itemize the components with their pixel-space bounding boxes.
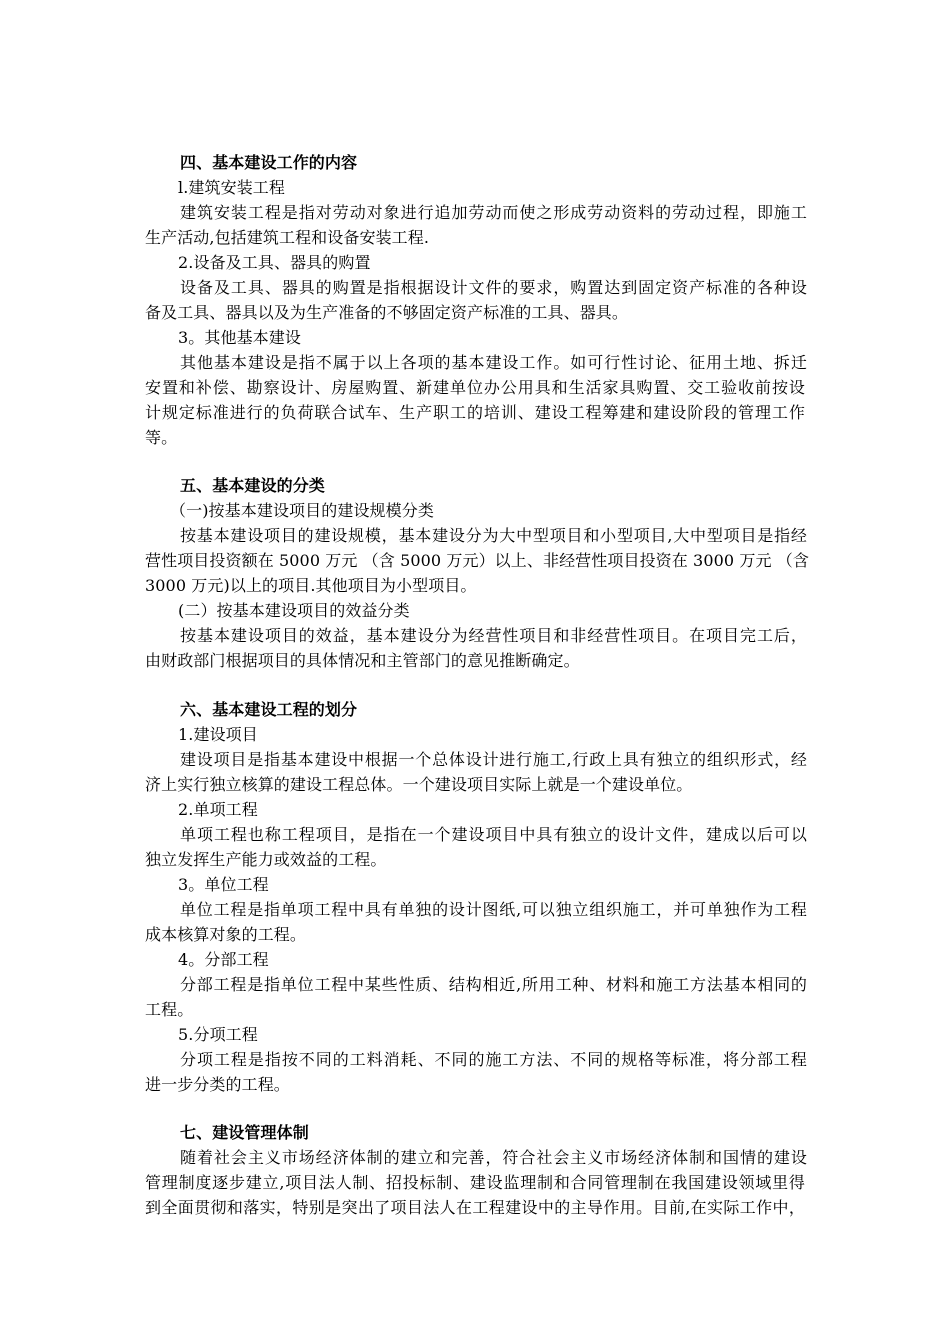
item-title: 2.设备及工具、器具的购置 <box>178 253 371 272</box>
paragraph-line: 单项工程也称工程项目，是指在一个建设项目中具有独立的设计文件，建成以后可以 <box>180 825 807 844</box>
paragraph-line: 到全面贯彻和落实，特别是突出了项目法人在工程建设中的主导作用。目前,在实际工作中， <box>145 1198 805 1217</box>
paragraph-line: 分项工程是指按不同的工料消耗、不同的施工方法、不同的规格等标准，将分部工程 <box>180 1050 807 1069</box>
paragraph-line: 其他基本建设是指不属于以上各项的基本建设工作。如可行性讨论、征用土地、拆迁 <box>180 353 807 372</box>
paragraph-line: 生产活动,包括建筑工程和设备安装工程. <box>145 228 430 247</box>
section-heading: 六、基本建设工程的划分 <box>180 700 358 719</box>
item-title: 5.分项工程 <box>178 1025 258 1044</box>
item-title: 4。分部工程 <box>178 950 269 969</box>
paragraph-line: 工程。 <box>145 1000 194 1019</box>
paragraph-line: 进一步分类的工程。 <box>145 1075 290 1094</box>
paragraph-line: 管理制度逐步建立,项目法人制、招投标制、建设监理制和合同管理制在我国建设领域里得 <box>145 1173 805 1192</box>
paragraph-line: 分部工程是指单位工程中某些性质、结构相近,所用工种、材料和施工方法基本相同的 <box>180 975 807 994</box>
paragraph-line: 成本核算对象的工程。 <box>145 925 307 944</box>
paragraph-line: 由财政部门根据项目的具体情况和主管部门的意见推断确定。 <box>145 651 580 670</box>
paragraph-line: 计规定标准进行的负荷联合试车、生产职工的培训、建设工程筹建和建设阶段的管理工作 <box>145 403 805 422</box>
item-title: 3。单位工程 <box>178 875 269 894</box>
paragraph-line: 独立发挥生产能力或效益的工程。 <box>145 850 387 869</box>
paragraph-line: 济上实行独立核算的建设工程总体。一个建设项目实际上就是一个建设单位。 <box>145 775 693 794</box>
paragraph-line: 营性项目投资额在 5000 万元 （含 5000 万元）以上、非经营性项目投资在 3000 万元 （含 <box>145 551 809 570</box>
paragraph-line: 单位工程是指单项工程中具有单独的设计图纸,可以独立组织施工，并可单独作为工程 <box>180 900 807 919</box>
item-title: l.建筑安装工程 <box>178 178 286 197</box>
section-heading: 五、基本建设的分类 <box>180 476 325 495</box>
paragraph-line: 等。 <box>145 428 178 447</box>
item-title: 3。其他基本建设 <box>178 328 301 347</box>
paragraph-line: 按基本建设项目的效益，基本建设分为经营性项目和非经营性项目。在项目完工后， <box>180 626 807 645</box>
paragraph-line: 3000 万元)以上的项目.其他项目为小型项目。 <box>145 576 477 595</box>
paragraph-line: 建筑安装工程是指对劳动对象进行追加劳动而使之形成劳动资料的劳动过程，即施工 <box>180 203 807 222</box>
section-heading: 七、建设管理体制 <box>180 1123 309 1142</box>
paragraph-line: 按基本建设项目的建设规模，基本建设分为大中型项目和小型项目,大中型项目是指经 <box>180 526 807 545</box>
item-title: 1.建设项目 <box>178 725 258 744</box>
section-heading: 四、基本建设工作的内容 <box>180 153 358 172</box>
paragraph-line: 设备及工具、器具的购置是指根据设计文件的要求，购置达到固定资产标准的各种设 <box>180 278 807 297</box>
paragraph-line: 随着社会主义市场经济体制的建立和完善，符合社会主义市场经济体制和国情的建设 <box>180 1148 807 1167</box>
item-title: (二）按基本建设项目的效益分类 <box>178 601 410 620</box>
paragraph-line: 备及工具、器具以及为生产准备的不够固定资产标准的工具、器具。 <box>145 303 629 322</box>
paragraph-line: 安置和补偿、勘察设计、房屋购置、新建单位办公用具和生活家具购置、交工验收前按设 <box>145 378 805 397</box>
paragraph-line: 建设项目是指基本建设中根据一个总体设计进行施工,行政上具有独立的组织形式，经 <box>180 750 807 769</box>
item-title: （一)按基本建设项目的建设规模分类 <box>170 501 434 520</box>
item-title: 2.单项工程 <box>178 800 258 819</box>
